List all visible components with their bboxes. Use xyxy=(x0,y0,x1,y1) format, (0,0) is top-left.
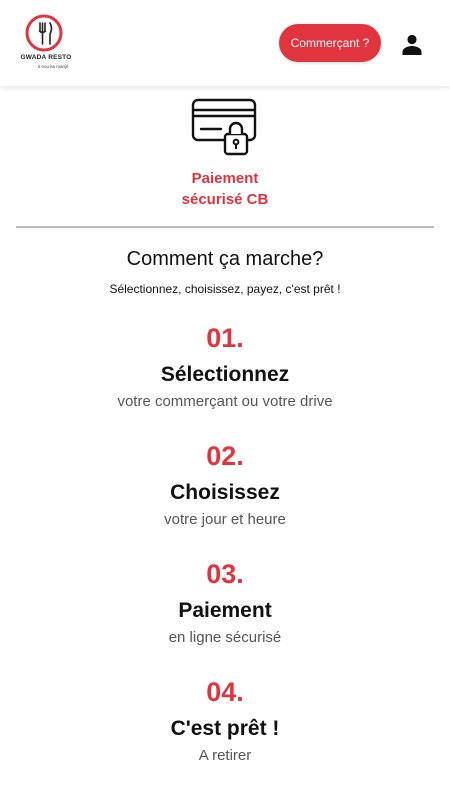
logo-name: GWADA RESTO xyxy=(20,54,72,61)
step-number: 02. xyxy=(206,441,244,471)
step-description: A retirer xyxy=(198,747,252,764)
step-item xyxy=(0,322,450,412)
step-item xyxy=(0,558,450,648)
step-number: 01. xyxy=(206,323,244,353)
fork-knife-logo-icon xyxy=(25,14,63,52)
step-number: 03. xyxy=(206,559,244,589)
secure-label-line1: Paiement xyxy=(191,170,259,187)
step-item xyxy=(0,440,450,530)
step-title: Paiement xyxy=(178,599,272,622)
step-description: votre jour et heure xyxy=(164,511,286,528)
step-title: Choisissez xyxy=(170,481,280,504)
merchant-button[interactable]: Commerçant ? xyxy=(279,24,381,62)
step-description: en ligne sécurisé xyxy=(168,629,282,646)
top-bar xyxy=(0,0,450,86)
step-item xyxy=(0,676,450,766)
secure-payment-label xyxy=(0,168,450,210)
step-title: C'est prêt ! xyxy=(170,717,280,740)
step-number: 04. xyxy=(206,677,244,707)
secure-label-line2: sécurisé CB xyxy=(181,191,269,208)
logo-tagline: ti nou ka manjé xyxy=(38,64,69,69)
user-icon[interactable] xyxy=(400,32,424,56)
logo[interactable] xyxy=(16,14,76,74)
step-title: Sélectionnez xyxy=(160,363,290,386)
secure-payment-section xyxy=(0,96,450,210)
credit-card-lock-icon xyxy=(191,96,259,158)
how-it-works-subtitle: Sélectionnez, choisissez, payez, c'est prêt ! xyxy=(109,282,341,296)
how-it-works-title: Comment ça marche? xyxy=(126,248,324,270)
step-description: votre commerçant ou votre drive xyxy=(117,393,333,410)
divider xyxy=(16,226,434,228)
